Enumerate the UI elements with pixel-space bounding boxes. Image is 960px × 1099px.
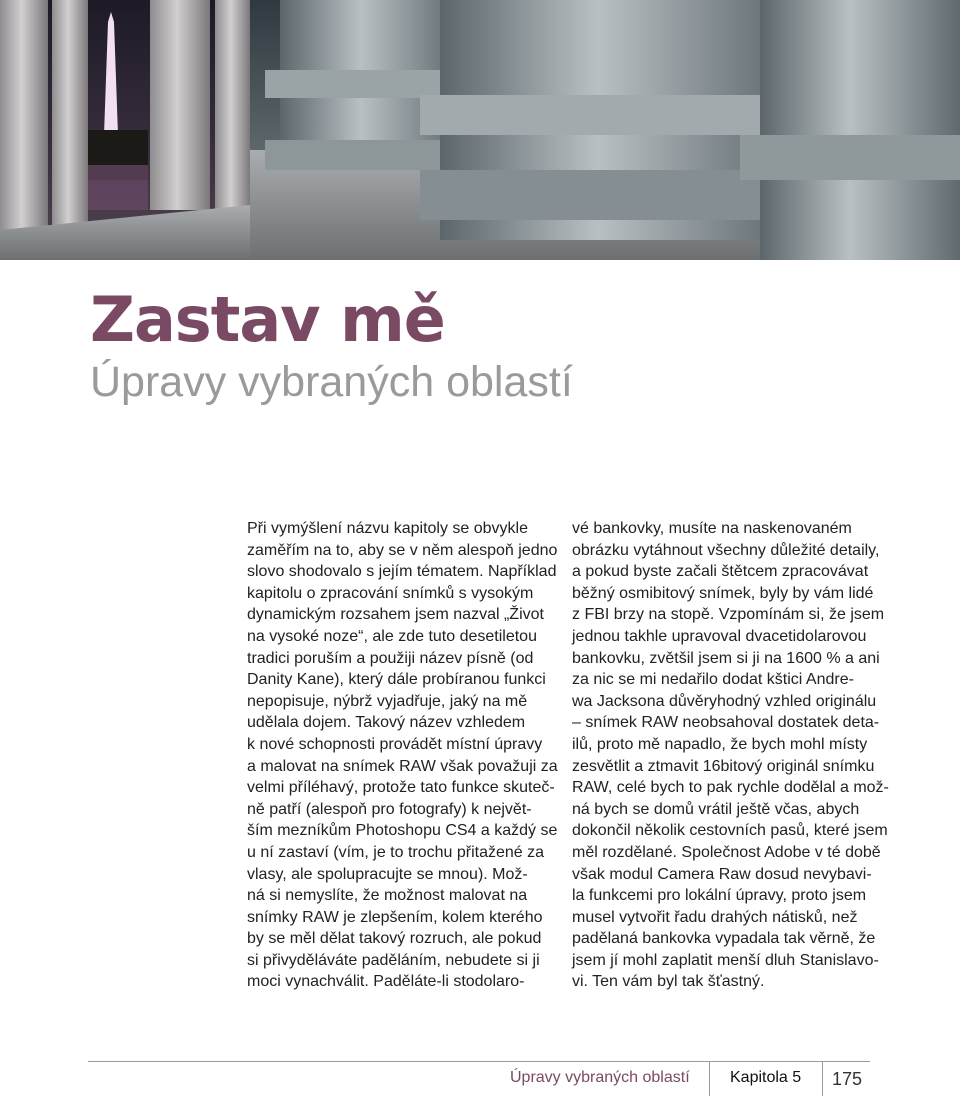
text-line: na vysoké noze“, ale zde tuto desetiletou	[247, 627, 537, 645]
chapter-subtitle: Úpravy vybraných oblastí	[90, 358, 573, 406]
hero-photo-columns	[0, 0, 960, 260]
hero-photo-graphic	[0, 0, 960, 260]
text-line: Při vymýšlení názvu kapitoly se obvykle	[247, 520, 528, 537]
text-line: si přivyděláváte paděláním, nebudete si ji	[247, 951, 540, 969]
text-line: padělaná bankovka vypadala tak věrně, že	[572, 930, 876, 948]
text-line: však modul Camera Raw dosud nevybavi-	[572, 865, 872, 883]
text-line: měl rozdělané. Společnost Adobe v té době	[572, 843, 881, 861]
text-line: z FBI brzy na stopě. Vzpomínám si, že jsem	[572, 606, 885, 624]
text-line: jsem jí mohl zaplatit menší dluh Stanislavo-	[572, 951, 879, 969]
text-line: dynamickým rozsahem jsem nazval „Život	[247, 606, 544, 624]
body-text-left-column	[247, 518, 558, 993]
text-line: udělala dojem. Takový název vzhledem	[247, 714, 526, 732]
text-line: kapitolu o zpracování snímků s vysokým	[247, 584, 534, 602]
text-line: RAW, celé bych to pak rychle dodělal a mož-	[572, 779, 889, 797]
text-line: dokončil několik cestovních pasů, které jsem	[572, 822, 888, 840]
text-line: by se měl dělat takový rozruch, ale pokud	[247, 930, 542, 948]
text-line: vé bankovky, musíte na naskenovaném	[572, 520, 852, 537]
text-line: tradici poruším a použiji název písně (od	[247, 649, 534, 667]
text-line: ná bych se domů vrátil ještě včas, abych	[572, 800, 860, 818]
text-line: ilů, proto mě napadlo, že bych mohl místy	[572, 735, 868, 753]
footer-divider	[709, 1062, 710, 1096]
text-line: slovo shodovalo s jejím tématem. Například	[247, 563, 557, 581]
text-line: Danity Kane), který dále probíranou funkci	[247, 671, 546, 689]
text-line: wa Jacksona důvěryhodný vzhled originálu	[572, 692, 877, 710]
text-line: k nové schopnosti provádět místní úpravy	[247, 735, 543, 753]
text-line: snímky RAW je zlepšením, kolem kterého	[247, 908, 543, 926]
chapter-title: Zastav mě	[90, 283, 445, 356]
page-number: 175	[832, 1069, 863, 1089]
text-line: vlasy, ale spolupracujte se mnou). Mož-	[247, 865, 528, 883]
footer-section-title: Úpravy vybraných oblastí	[510, 1069, 690, 1086]
text-line: ná si nemyslíte, že možnost malovat na	[247, 887, 528, 905]
text-line: bankovku, zvětšil jsem si ji na 1600 % a ani	[572, 649, 880, 667]
text-line: velmi příléhavý, protože tato funkce skuteč-	[247, 779, 555, 797]
footer-chapter: Kapitola 5	[730, 1069, 802, 1086]
text-line: ším mezníkům Photoshopu CS4 a každý se	[247, 822, 558, 840]
text-line: ně patří (alespoň pro fotografy) k největ-	[247, 800, 532, 818]
text-line: – snímek RAW neobsahoval dostatek deta-	[572, 714, 880, 732]
chapter-title-block	[90, 282, 573, 406]
text-line: a pokud byste začali štětcem zpracovávat	[572, 563, 869, 581]
text-line: a malovat na snímek RAW však považuji za	[247, 757, 558, 775]
text-line: běžný osmibitový snímek, byly by vám lidé	[572, 584, 874, 602]
text-line: jednou takhle upravoval dvacetidolarovou	[572, 627, 867, 645]
footer-divider	[822, 1062, 823, 1096]
text-line: nepopisuje, nýbrž vyjadřuje, jaký na mě	[247, 692, 528, 710]
text-line: za nic se mi nedařilo dodat kštici Andre-	[572, 671, 854, 689]
body-text-right-column	[572, 518, 889, 993]
text-line: moci vynachválit. Paděláte-li stodolaro-	[247, 973, 525, 991]
text-line: musel vytvořit řadu drahých nátisků, než	[572, 908, 858, 926]
text-line: vi. Ten vám byl tak šťastný.	[572, 973, 765, 991]
text-line: obrázku vytáhnout všechny důležité detaily,	[572, 541, 880, 559]
text-line: u ní zastaví (vím, je to trochu přitažené za	[247, 843, 545, 861]
text-line: zesvětlit a ztmavit 16bitový originál snímku	[572, 757, 875, 775]
text-line: zaměřím na to, aby se v něm alespoň jedno	[247, 541, 558, 559]
text-line: la funkcemi pro lokální úpravy, proto jsem	[572, 887, 867, 905]
